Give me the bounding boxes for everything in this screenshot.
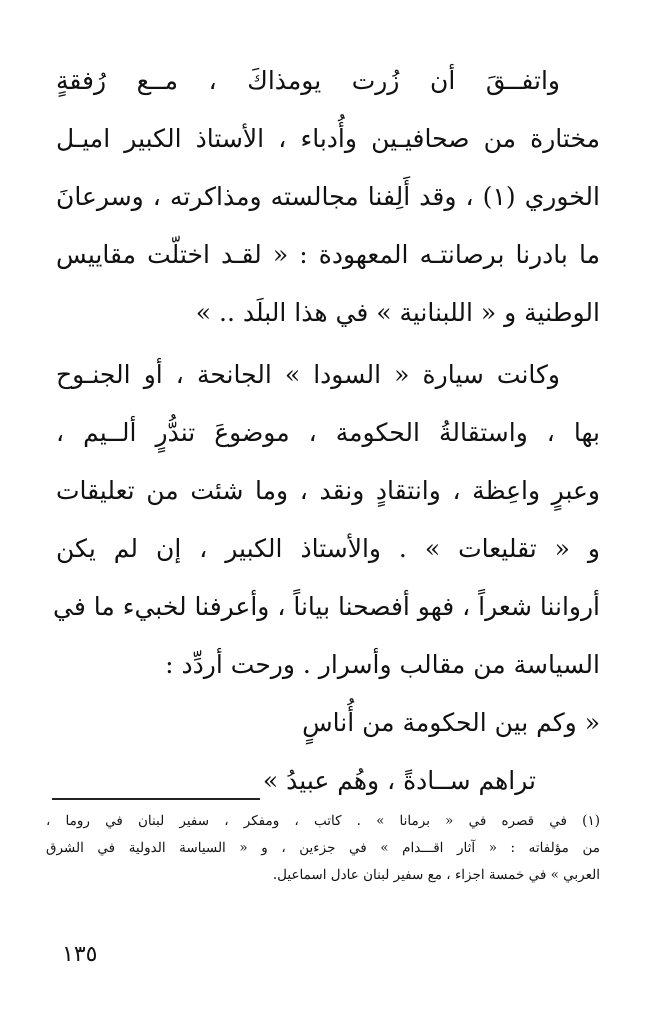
paragraph-2-line-2: بها ، واستقالةُ الحكومة ، موضوعَ تندُّرٍ ألــيم ، bbox=[56, 418, 600, 447]
paragraph-1-line-1: واتفــقَ أن زُرت يومذاكَ ، مــع رُفقةٍ bbox=[56, 66, 560, 95]
paragraph-1-line-4: ما بادرنا برصانتـه المعهودة : « لقـد اختلّت مقاييس bbox=[56, 240, 600, 269]
verse-line-1: « وكم بين الحكومة من أُناسٍ bbox=[302, 708, 600, 737]
paragraph-2-line-5: أرواننا شعراً ، فهو أفصحنا بياناً ، وأعرفنا لخبيء ما في bbox=[53, 592, 600, 621]
page-number: ١٣٥ bbox=[62, 942, 98, 967]
paragraph-2-line-1: وكانت سيارة « السودا » الجانحة ، أو الجنـوح bbox=[56, 360, 560, 389]
paragraph-2-line-3: وعبرٍ واعِظة ، وانتقادٍ ونقد ، وما شئت من تعليقات bbox=[56, 476, 600, 505]
body-text bbox=[53, 52, 600, 810]
paragraph-1-line-5: الوطنية و « اللبنانية » في هذا البلَد .. » bbox=[195, 298, 600, 327]
footnote-line-1: (١) في قصره في « برمانا » . كاتب ، ومفكر ، سفير لبنان في روما ، bbox=[46, 813, 600, 829]
footnotes bbox=[46, 808, 600, 889]
paragraph-1-line-3: الخوري (١) ، وقد أَلِفنا مجالسته ومذاكرته ، وسرعانَ bbox=[56, 182, 600, 211]
footnote-separator bbox=[52, 798, 260, 800]
verse-line-2: تراهم ســادةً ، وهُم عبيدُ » bbox=[262, 766, 536, 795]
footnote-line-2: من مؤلفاته : « آثار اقـــدام » في جزءين ، و « السياسة الدولية في الشرق bbox=[46, 840, 600, 856]
paragraph-2-line-6: السياسة من مقالب وأسرار . ورحت أردِّد : bbox=[165, 650, 600, 679]
footnote-line-3: العربي » في خمسة اجزاء ، مع سفير لبنان عادل اسماعيل. bbox=[272, 867, 600, 883]
paragraph-2-line-4: و « تقليعات » . والأستاذ الكبير ، إن لم يكن bbox=[56, 534, 600, 563]
paragraph-1-line-2: مختارة من صحافيـين وأُدباء ، الأستاذ الكبير اميـل bbox=[56, 124, 600, 153]
